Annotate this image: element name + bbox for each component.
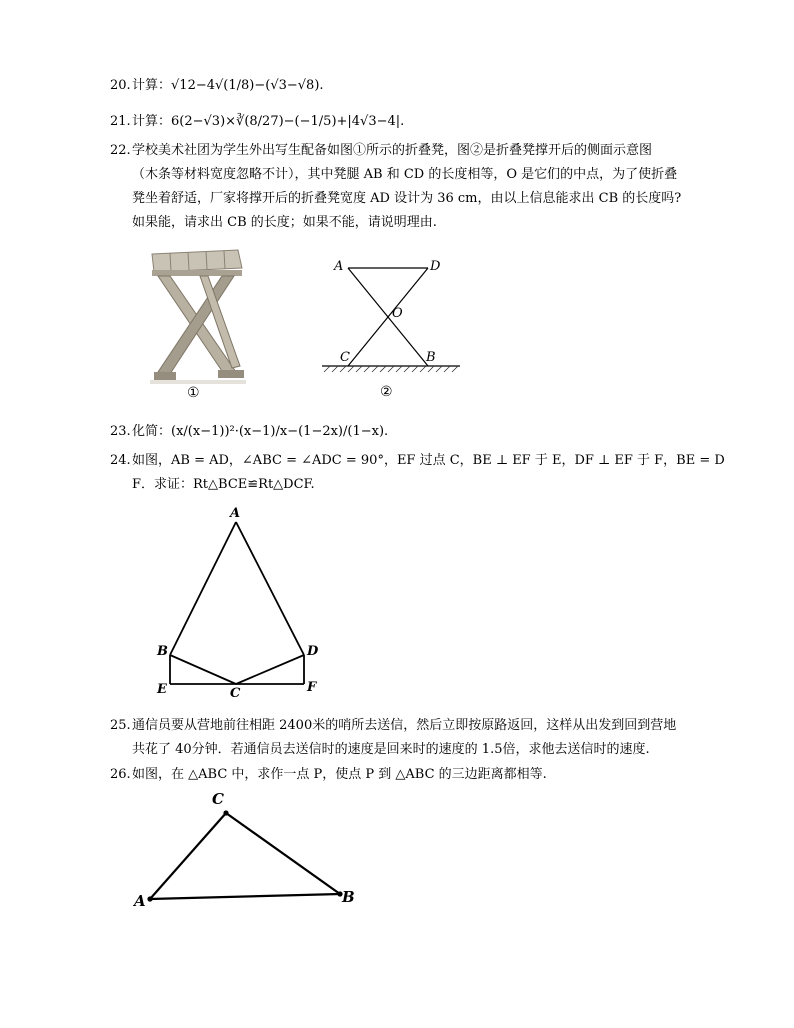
- point-label-e: E: [157, 682, 167, 697]
- point-label-a: A: [134, 892, 146, 910]
- question-number: 21.: [110, 114, 131, 129]
- question-text-line: 如图，AB = AD，∠ABC = ∠ADC = 90°，EF 过点 C，BE ⊥ EF 于 E，DF ⊥ EF 于 F，BE = D: [132, 453, 725, 468]
- point-label-b: B: [342, 888, 355, 906]
- math-expression: (x/(x−1))²·(x−1)/x−(1−2x)/(1−x): [171, 424, 385, 439]
- question-prefix: 计算：: [132, 114, 172, 129]
- period: .: [384, 424, 389, 439]
- question-text-line: F．求证：Rt△BCE≌Rt△DCF.: [132, 477, 315, 492]
- question-text-line: 学校美术社团为学生外出写生配备如图①所示的折叠凳，图②是折叠凳撑开后的侧面示意图: [132, 143, 653, 158]
- triangle-diagram-svg: [128, 788, 358, 918]
- point-label-c: C: [340, 350, 350, 365]
- point-label-f: F: [307, 680, 317, 695]
- question-number: 20.: [110, 78, 131, 93]
- point-label-c: C: [230, 686, 241, 701]
- math-expression: √12−4√(1/8)−(√3−√8): [171, 78, 320, 93]
- point-label-o: O: [392, 306, 403, 321]
- point-label-b: B: [157, 644, 168, 659]
- question-number: 26.: [110, 767, 131, 782]
- point-label-d: D: [307, 644, 319, 659]
- question-24: [110, 449, 725, 497]
- period: .: [319, 78, 324, 93]
- figure-caption: ②: [380, 384, 393, 400]
- math-expression: 6(2−√3)×∛(8/27)−(−1/5)+|4√3−4|: [171, 114, 401, 129]
- question-text-line: 凳坐着舒适，厂家将撑开后的折叠凳宽度 AD 设计为 36 cm，由以上信息能求出 CB 的长度吗?: [132, 191, 682, 206]
- question-22: [110, 139, 710, 235]
- question-26: [110, 763, 710, 787]
- triangle-diagram: [128, 788, 358, 918]
- question-text-line: （木条等材料宽度忽略不计），其中凳腿 AB 和 CD 的长度相等，O 是它们的中点，为了使折叠: [132, 167, 678, 182]
- question-number: 22.: [110, 143, 131, 158]
- question-number: 25.: [110, 718, 131, 733]
- question-21: [110, 110, 710, 134]
- point-label-b: B: [426, 350, 436, 365]
- period: .: [400, 114, 405, 129]
- point-label-a: A: [334, 259, 344, 274]
- stool-side-svg: [320, 250, 470, 410]
- question-text-line: 如果能，请求出 CB 的长度；如果不能，请说明理由.: [132, 215, 437, 230]
- question-text-line: 共花了 40分钟．若通信员去送信时的速度是回来时的速度的 1.5倍，求他去送信时的速度.: [132, 742, 650, 757]
- question-number: 24.: [110, 453, 131, 468]
- point-label-d: D: [430, 259, 441, 274]
- question-25: [110, 714, 710, 762]
- question-20: [110, 74, 710, 98]
- folding-stool-photo: [140, 242, 250, 407]
- folding-stool-drawing: [140, 242, 250, 407]
- kite-diagram: [132, 498, 322, 708]
- figure-caption: ①: [187, 385, 200, 401]
- question-text-line: 如图，在 △ABC 中，求作一点 P，使点 P 到 △ABC 的三边距离都相等.: [132, 767, 547, 782]
- kite-diagram-svg: [132, 498, 322, 708]
- question-prefix: 计算：: [132, 78, 172, 93]
- point-label-c: C: [212, 790, 224, 808]
- question-number: 23.: [110, 424, 131, 439]
- point-label-a: A: [230, 506, 241, 521]
- question-23: [110, 420, 710, 444]
- question-text-line: 通信员要从营地前往相距 2400米的哨所去送信，然后立即按原路返回，这样从出发到回到营地: [132, 718, 677, 733]
- question-prefix: 化简：: [132, 424, 172, 439]
- stool-side-diagram: [320, 250, 470, 410]
